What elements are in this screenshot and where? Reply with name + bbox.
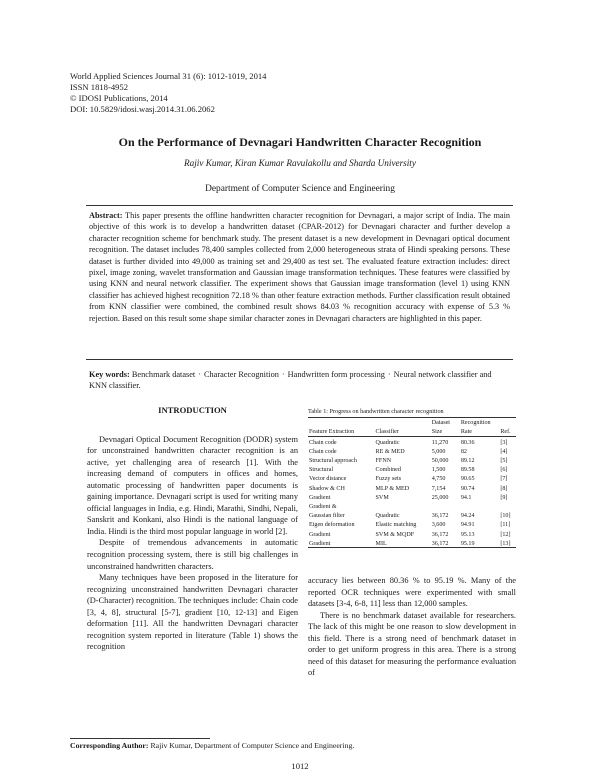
journal-line: World Applied Sciences Journal 31 (6): 1012-1019, 2014 bbox=[70, 71, 267, 81]
authors: Rajiv Kumar, Kiran Kumar Ravulakollu and Sharda University bbox=[184, 158, 416, 168]
table-cell: 95.19 bbox=[460, 538, 500, 548]
table-1 bbox=[308, 408, 516, 548]
table-row bbox=[308, 538, 516, 548]
keywords-label: Key words: bbox=[89, 370, 130, 379]
left-column bbox=[87, 405, 298, 653]
table-row bbox=[308, 446, 516, 455]
keyword: Handwritten form processing bbox=[287, 370, 385, 379]
table-cell bbox=[499, 501, 516, 510]
table-header-row bbox=[308, 418, 516, 428]
table-row bbox=[308, 474, 516, 483]
table-row bbox=[308, 483, 516, 492]
keyword-separator: · bbox=[281, 370, 285, 379]
keyword: Character Recognition bbox=[204, 370, 279, 379]
table-cell: 89.12 bbox=[460, 458, 475, 465]
journal-metadata bbox=[70, 71, 266, 115]
table-row bbox=[308, 465, 516, 474]
paragraph: Many techniques have been proposed in the literature for recognizing unconstrained handwritten Devnagari character (D-Character) recognition. The techniques include: Chain code [3, 4, 8], structural [5-7], gradient [10, 12-13] and Eigen deformation [11]. All the handwritten Devnagari character recognition system reported in literature (Table 1) shows the recognition bbox=[87, 573, 298, 652]
abstract-label: Abstract: bbox=[89, 211, 123, 220]
paragraph: Despite of tremendous advancements in automatic recognition processing system, there is still big challenges in unconstrained handwritten characters. bbox=[87, 538, 298, 571]
table-cell: 1,500 bbox=[431, 467, 446, 474]
table-header-cell bbox=[375, 418, 431, 428]
table-cell: Combined bbox=[375, 467, 401, 474]
table-cell: Eigen deformation bbox=[309, 522, 355, 529]
table-cell: 50,000 bbox=[431, 458, 449, 465]
table-row bbox=[308, 455, 516, 464]
paragraph: accuracy lies between 80.36 % to 95.19 %. Many of the reported OCR techniques were experimented with small datasets [3-4, 6-8, 11] less than 12,000 samples. bbox=[308, 576, 516, 609]
table-cell: Vector distance bbox=[309, 476, 347, 483]
table-cell: Fuzzy sets bbox=[375, 476, 402, 483]
table-row bbox=[308, 437, 516, 447]
table-header-cell: Recognition bbox=[460, 418, 500, 428]
table-cell: FFNN bbox=[375, 458, 392, 465]
table-cell: 36,172 bbox=[431, 531, 449, 538]
table-row bbox=[308, 501, 516, 510]
table-cell: Gradient bbox=[308, 538, 375, 548]
doi: DOI: 10.5829/idosi.wasj.2014.31.06.2062 bbox=[70, 104, 215, 114]
keyword: Benchmark dataset bbox=[131, 370, 196, 379]
keyword-separator: · bbox=[198, 370, 201, 379]
table-cell: 89.58 bbox=[460, 467, 475, 474]
footnote-rule bbox=[70, 738, 210, 739]
table-header-cell: Classifier bbox=[375, 427, 431, 437]
section-heading-introduction: INTRODUCTION bbox=[158, 405, 227, 415]
table-cell: 90.74 bbox=[460, 485, 475, 492]
table-cell: [11] bbox=[500, 522, 511, 529]
table-cell: SVM bbox=[375, 494, 389, 501]
paragraph: Devnagari Optical Document Recognition (DODR) system for unconstrained handwritten character recognition is an active, yet challenging area of research [1]. With the increasing demand of computers in offices and homes, automatic processing of handwritten paper documents is gaining importance. Devnagari script is used for writing many official languages in India, e.g. Hindi, Marathi, Sindhi, Nepali, Sanskrit and Konkani, also Hindi is the national language of India. Hindi is the third most popular language in world [2]. bbox=[87, 434, 298, 536]
table-cell: 95.13 bbox=[460, 531, 475, 538]
right-column bbox=[308, 575, 516, 679]
table-cell: Chain code bbox=[309, 448, 337, 455]
table-row bbox=[308, 492, 516, 501]
table-cell: [12] bbox=[500, 531, 511, 538]
table-header-cell: Feature Extraction bbox=[308, 427, 375, 437]
table-header-cell: Ref. bbox=[499, 427, 516, 437]
table-cell: 7,154 bbox=[431, 485, 446, 492]
table-cell: MLP & MED bbox=[375, 485, 410, 492]
table-cell bbox=[431, 501, 460, 510]
table-row bbox=[308, 529, 516, 538]
table-cell: 94.24 bbox=[460, 513, 475, 520]
table-cell: SVM & MQDF bbox=[375, 531, 415, 538]
results-table bbox=[308, 417, 516, 548]
table-cell: [9] bbox=[500, 494, 508, 501]
table-cell: 25,000 bbox=[431, 494, 449, 501]
table-cell: Shadow & CH bbox=[309, 485, 345, 492]
table-cell: 36,172 bbox=[431, 513, 449, 520]
abstract-text: This paper presents the offline handwritten character recognition for Devnagari, a major script of India. The main objective of this work is to develop a handwritten dataset (CPAR-2012) for Devnagari character and further develop a character recognition scheme for benchmark study. The present dataset is a new development in Devnagari optical document recognition. The dataset includes 78,400 samples collected from 2,000 heterogeneous strata of Hindi speaking persons. These dataset is further divided into 49,000 as training set and 29,400 as test set. The evaluated feature extraction includes: direct pixel, image zoning, wavelet transformation and Gaussian image transformation techniques. These features were classified by using KNN and neural network classifier. The experiment shows that Gaussian image transformation (level 1) using KNN classifier has achieved highest recognition 72.18 % than other feature extraction methods. Further classification result obtained from KNN classifier were combined, the combined result shows 84.03 % recognition accuracy with expense of 5.3 % rejection. Based on this result some shape similar character zones in Devnagari characters are highlighted in this paper. bbox=[89, 211, 510, 323]
table-cell: 82 bbox=[460, 448, 467, 455]
table-cell: 94.1 bbox=[460, 494, 472, 501]
table-cell: [10] bbox=[500, 513, 511, 520]
affiliation: Department of Computer Science and Engineering bbox=[205, 184, 395, 194]
table-cell: [13] bbox=[499, 538, 516, 548]
corresponding-author-text: Rajiv Kumar, Department of Computer Science and Engineering. bbox=[150, 741, 355, 750]
keyword-separator: · bbox=[387, 370, 391, 379]
table-cell: 80.36 bbox=[460, 439, 475, 446]
table-cell bbox=[460, 501, 500, 510]
table-cell: [4] bbox=[500, 448, 508, 455]
table-cell: Gaussian filter bbox=[309, 513, 345, 520]
table-cell: [5] bbox=[500, 458, 508, 465]
table-header-cell bbox=[499, 418, 516, 428]
page-number: 1012 bbox=[291, 761, 309, 771]
table-cell: 90.65 bbox=[460, 476, 475, 483]
table-cell: RE & MED bbox=[375, 448, 405, 455]
table-header-cell: Size bbox=[431, 427, 460, 437]
issn: ISSN 1818-4952 bbox=[70, 82, 129, 92]
table-cell: Quadratic bbox=[375, 513, 400, 520]
table-cell: [8] bbox=[500, 485, 508, 492]
table-row bbox=[308, 510, 516, 519]
table-header-cell: Dataset bbox=[431, 418, 460, 428]
table-cell: [6] bbox=[500, 467, 508, 474]
table-cell: 94.91 bbox=[460, 522, 475, 529]
table-cell: Gradient bbox=[309, 494, 331, 501]
table-cell: Gradient & bbox=[309, 503, 337, 510]
corresponding-author-label: Corresponding Author: bbox=[70, 741, 149, 750]
table-cell: 36,172 bbox=[431, 538, 460, 548]
table-cell: [3] bbox=[500, 439, 508, 446]
table-cell bbox=[375, 501, 431, 510]
paragraph: There is no benchmark dataset available for researchers. The lack of this might be one reason to slow development in this field. There is a strong need of benchmark dataset in order to get uniform progress in this area. There is a strong need of this dataset for measuring the performance evaluation of bbox=[308, 610, 516, 678]
table-cell: 11,270 bbox=[431, 439, 449, 446]
table-cell: Elastic matching bbox=[375, 522, 417, 529]
table-cell: Structural approach bbox=[309, 458, 357, 465]
keywords bbox=[89, 369, 510, 392]
table-cell: 3,600 bbox=[431, 522, 446, 529]
table-header-row bbox=[308, 427, 516, 437]
table-cell: Chain code bbox=[309, 439, 337, 446]
table-header-cell: Rate bbox=[460, 427, 500, 437]
table-header-cell bbox=[308, 418, 375, 428]
copyright: © IDOSI Publications, 2014 bbox=[70, 93, 168, 103]
table-cell: Structural bbox=[309, 467, 334, 474]
table-cell: 4,750 bbox=[431, 476, 446, 483]
table-row bbox=[308, 520, 516, 529]
corresponding-author bbox=[70, 741, 354, 750]
table-cell: 5,000 bbox=[431, 448, 446, 455]
table-caption: Table 1: Progress on handwritten character recognition bbox=[308, 408, 444, 415]
table-cell: Gradient bbox=[309, 531, 331, 538]
paper-title: On the Performance of Devnagari Handwritten Character Recognition bbox=[118, 135, 482, 149]
table-cell: [7] bbox=[500, 476, 508, 483]
keyword: Neural network classifier and KNN classifier. bbox=[89, 370, 492, 391]
table-cell: Quadratic bbox=[375, 439, 400, 446]
table-cell: MIL bbox=[375, 538, 431, 548]
abstract bbox=[89, 210, 510, 324]
